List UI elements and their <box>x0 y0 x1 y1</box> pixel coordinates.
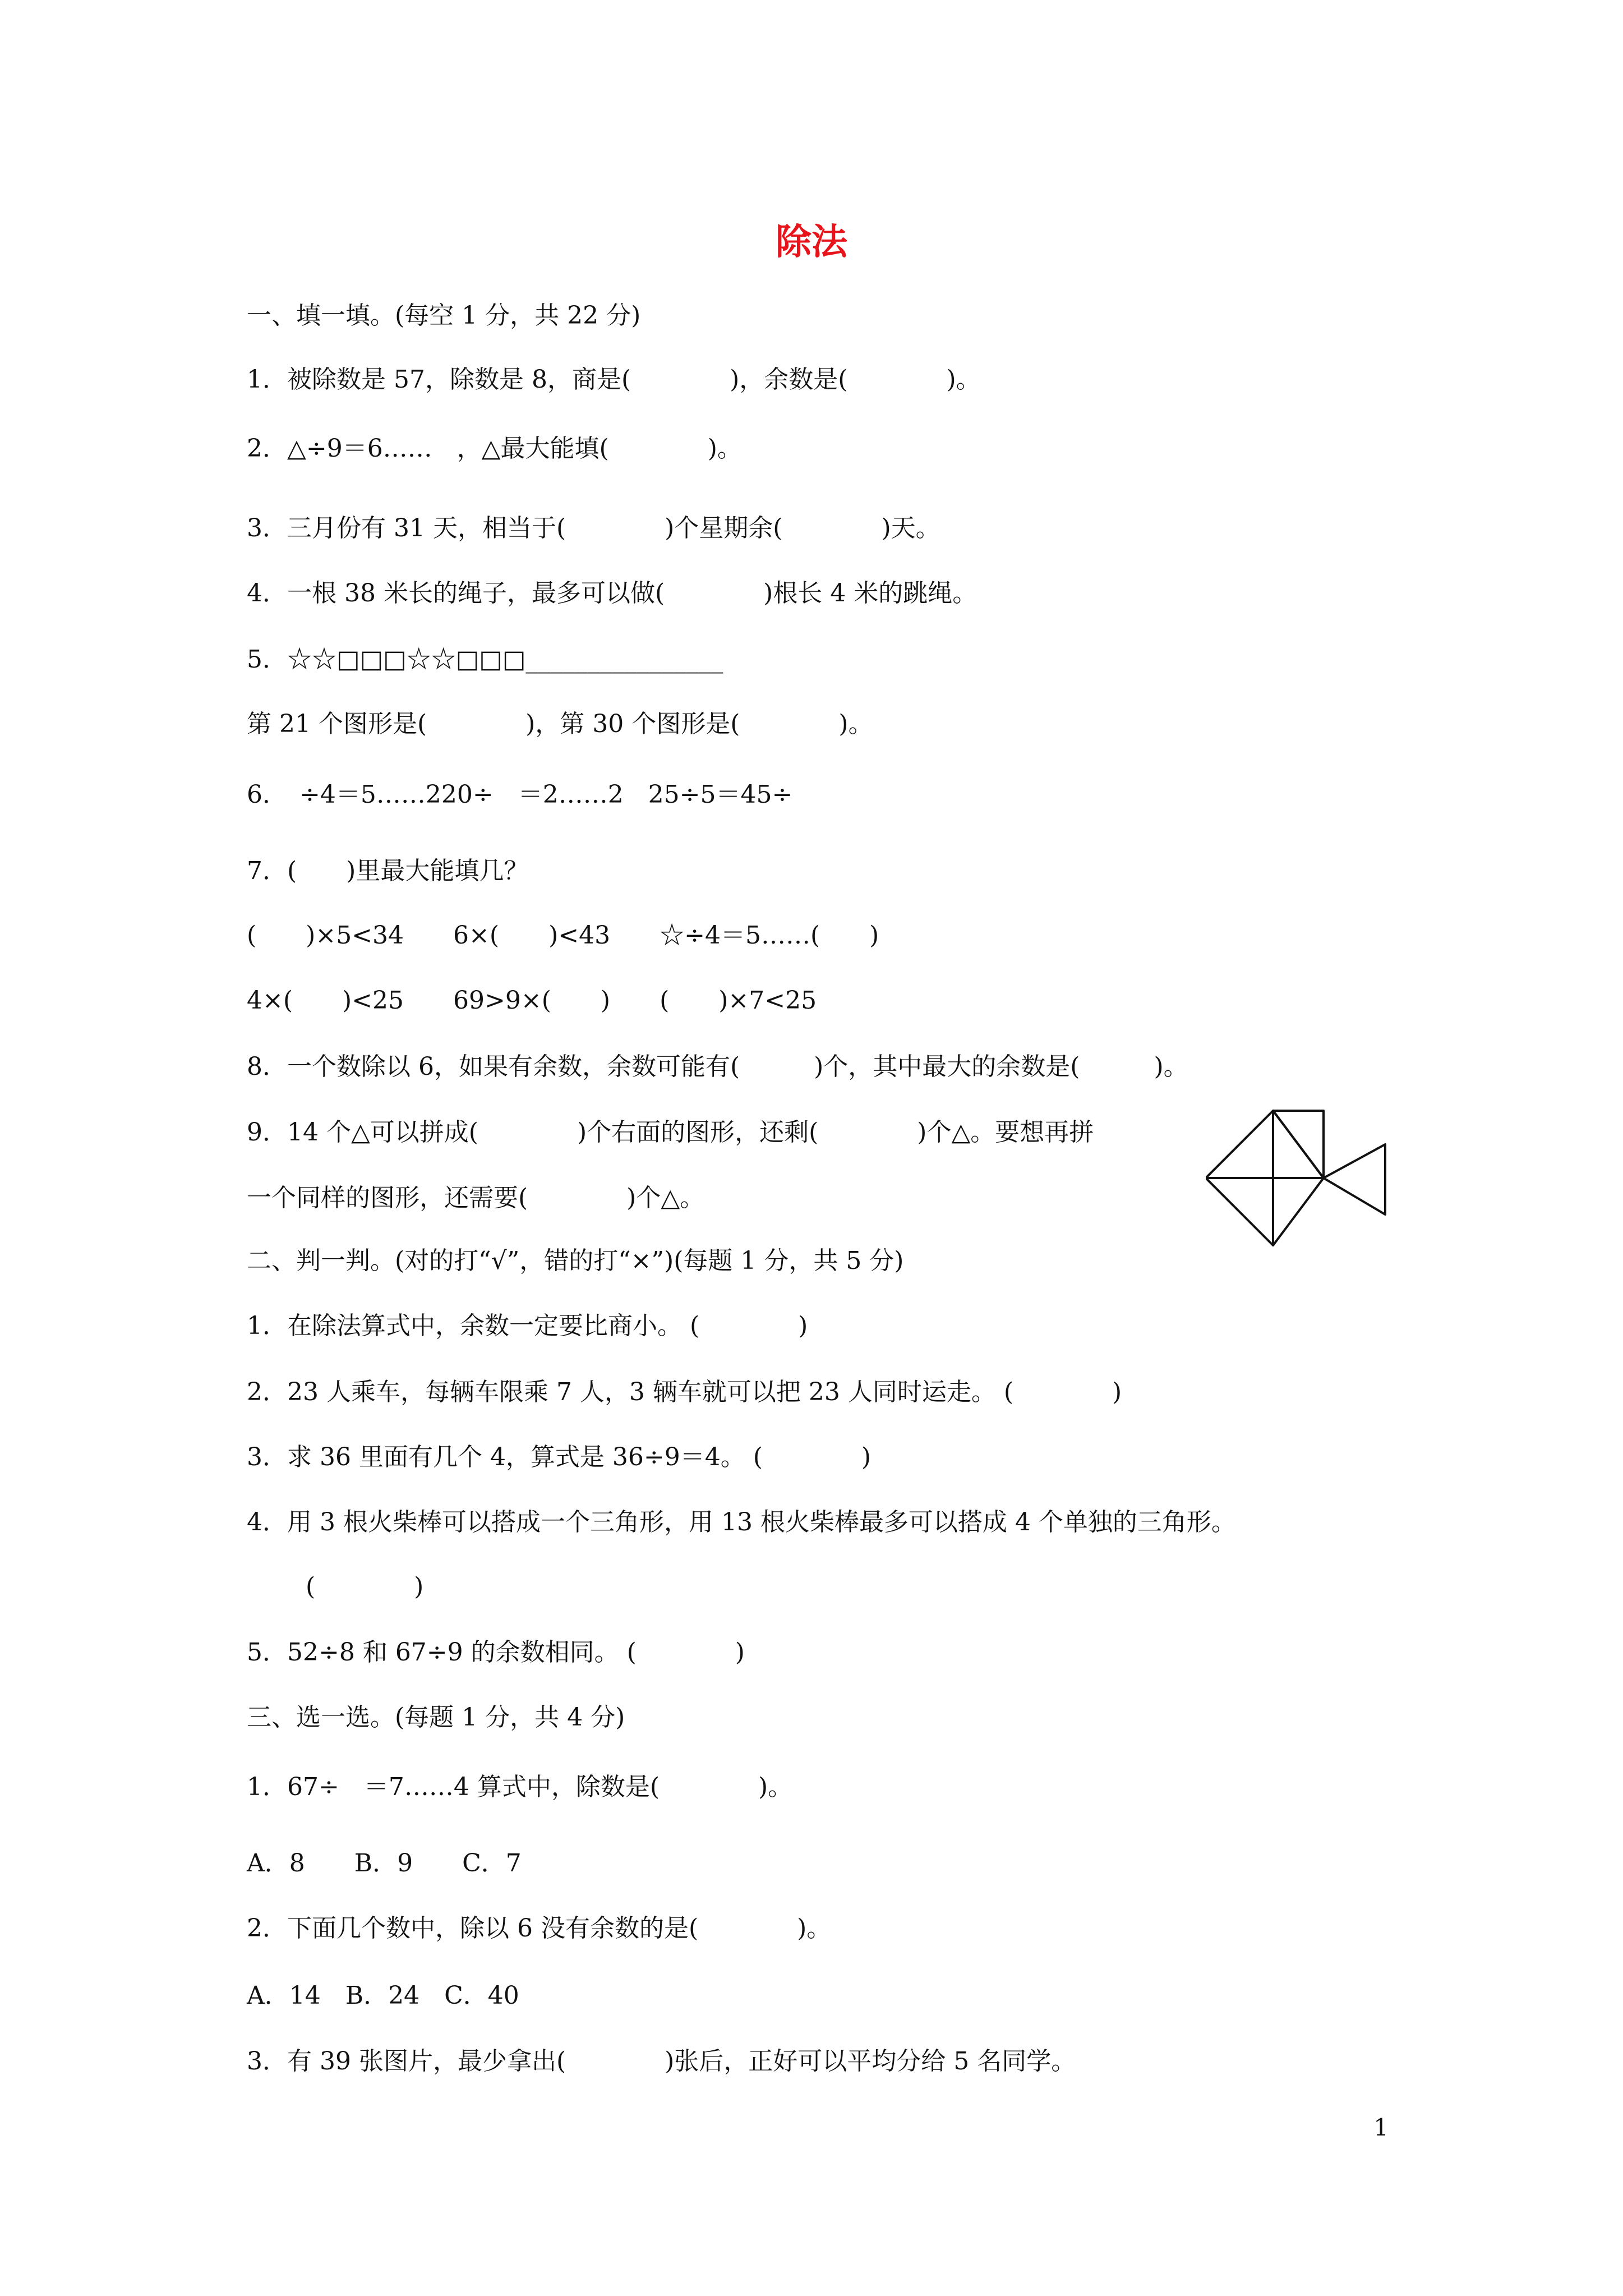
question-3-1-options: A．8 B．9 C．7 <box>247 1849 522 1878</box>
question-1-4: 4．一根 38 米长的绳子，最多可以做( )根长 4 米的跳绳。 <box>247 579 978 608</box>
question-1-7-row-1: ( )×5<34 6×( )<43 ☆÷4＝5……( ) <box>247 921 879 950</box>
figure-triangle-left <box>1206 1111 1273 1178</box>
question-1-2: 2．△÷9＝6…… ，△最大能填( )。 <box>247 434 742 463</box>
question-2-3: 3．求 36 里面有几个 4，算式是 36÷9＝4。 ( ) <box>247 1443 872 1471</box>
question-1-7-row-2: 4×( )<25 69>9×( ) ( )×7<25 <box>247 986 817 1015</box>
question-1-1: 1．被除数是 57，除数是 8，商是( )，余数是( )。 <box>247 365 981 394</box>
question-1-3: 3．三月份有 31 天，相当于( )个星期余( )天。 <box>247 514 940 542</box>
question-3-3: 3．有 39 张图片，最少拿出( )张后，正好可以平均分给 5 名同学。 <box>247 2047 1076 2076</box>
question-1-6: 6． ÷4＝5……220÷ ＝2……2 25÷5＝45÷ <box>247 780 793 809</box>
question-1-9: 9．14 个△可以拼成( )个右面的图形，还剩( )个△。要想再拼 <box>247 1118 1094 1147</box>
section-3-heading: 三、选一选。(每题 1 分，共 4 分) <box>247 1703 625 1732</box>
question-1-5: 5．☆☆□□□☆☆□□□________________ <box>247 645 723 674</box>
section-1-heading: 一、填一填。(每空 1 分，共 22 分) <box>247 301 641 330</box>
question-2-4-answer: ( ) <box>306 1572 424 1601</box>
question-2-2: 2．23 人乘车，每辆车限乘 7 人，3 辆车就可以把 23 人同时运走。 ( ) <box>247 1378 1122 1406</box>
question-2-1: 1．在除法算式中，余数一定要比商小。 ( ) <box>247 1312 808 1340</box>
question-2-5: 5．52÷8 和 67÷9 的余数相同。 ( ) <box>247 1638 745 1667</box>
page-title: 除法 <box>776 221 847 263</box>
question-1-7: 7．( )里最大能填几？ <box>247 857 529 885</box>
triangle-figure-icon <box>1206 1102 1396 1271</box>
question-3-2: 2．下面几个数中，除以 6 没有余数的是( )。 <box>247 1914 832 1943</box>
question-1-9-cont: 一个同样的图形，还需要( )个△。 <box>247 1184 705 1212</box>
question-1-5-sub: 第 21 个图形是( )，第 30 个图形是( )。 <box>247 710 873 738</box>
question-1-8: 8．一个数除以 6，如果有余数，余数可能有( )个，其中最大的余数是( )。 <box>247 1052 1188 1081</box>
question-2-4: 4．用 3 根火柴棒可以搭成一个三角形，用 13 根火柴棒最多可以搭成 4 个单独的三角形。 <box>247 1508 1236 1536</box>
section-2-heading: 二、判一判。(对的打“√”，错的打“×”)(每题 1 分，共 5 分) <box>247 1246 904 1275</box>
question-3-2-options: A．14 B．24 C．40 <box>247 1981 519 2010</box>
page-number: 1 <box>1373 2114 1389 2141</box>
question-3-1: 1．67÷ ＝7……4 算式中，除数是( )。 <box>247 1773 793 1801</box>
